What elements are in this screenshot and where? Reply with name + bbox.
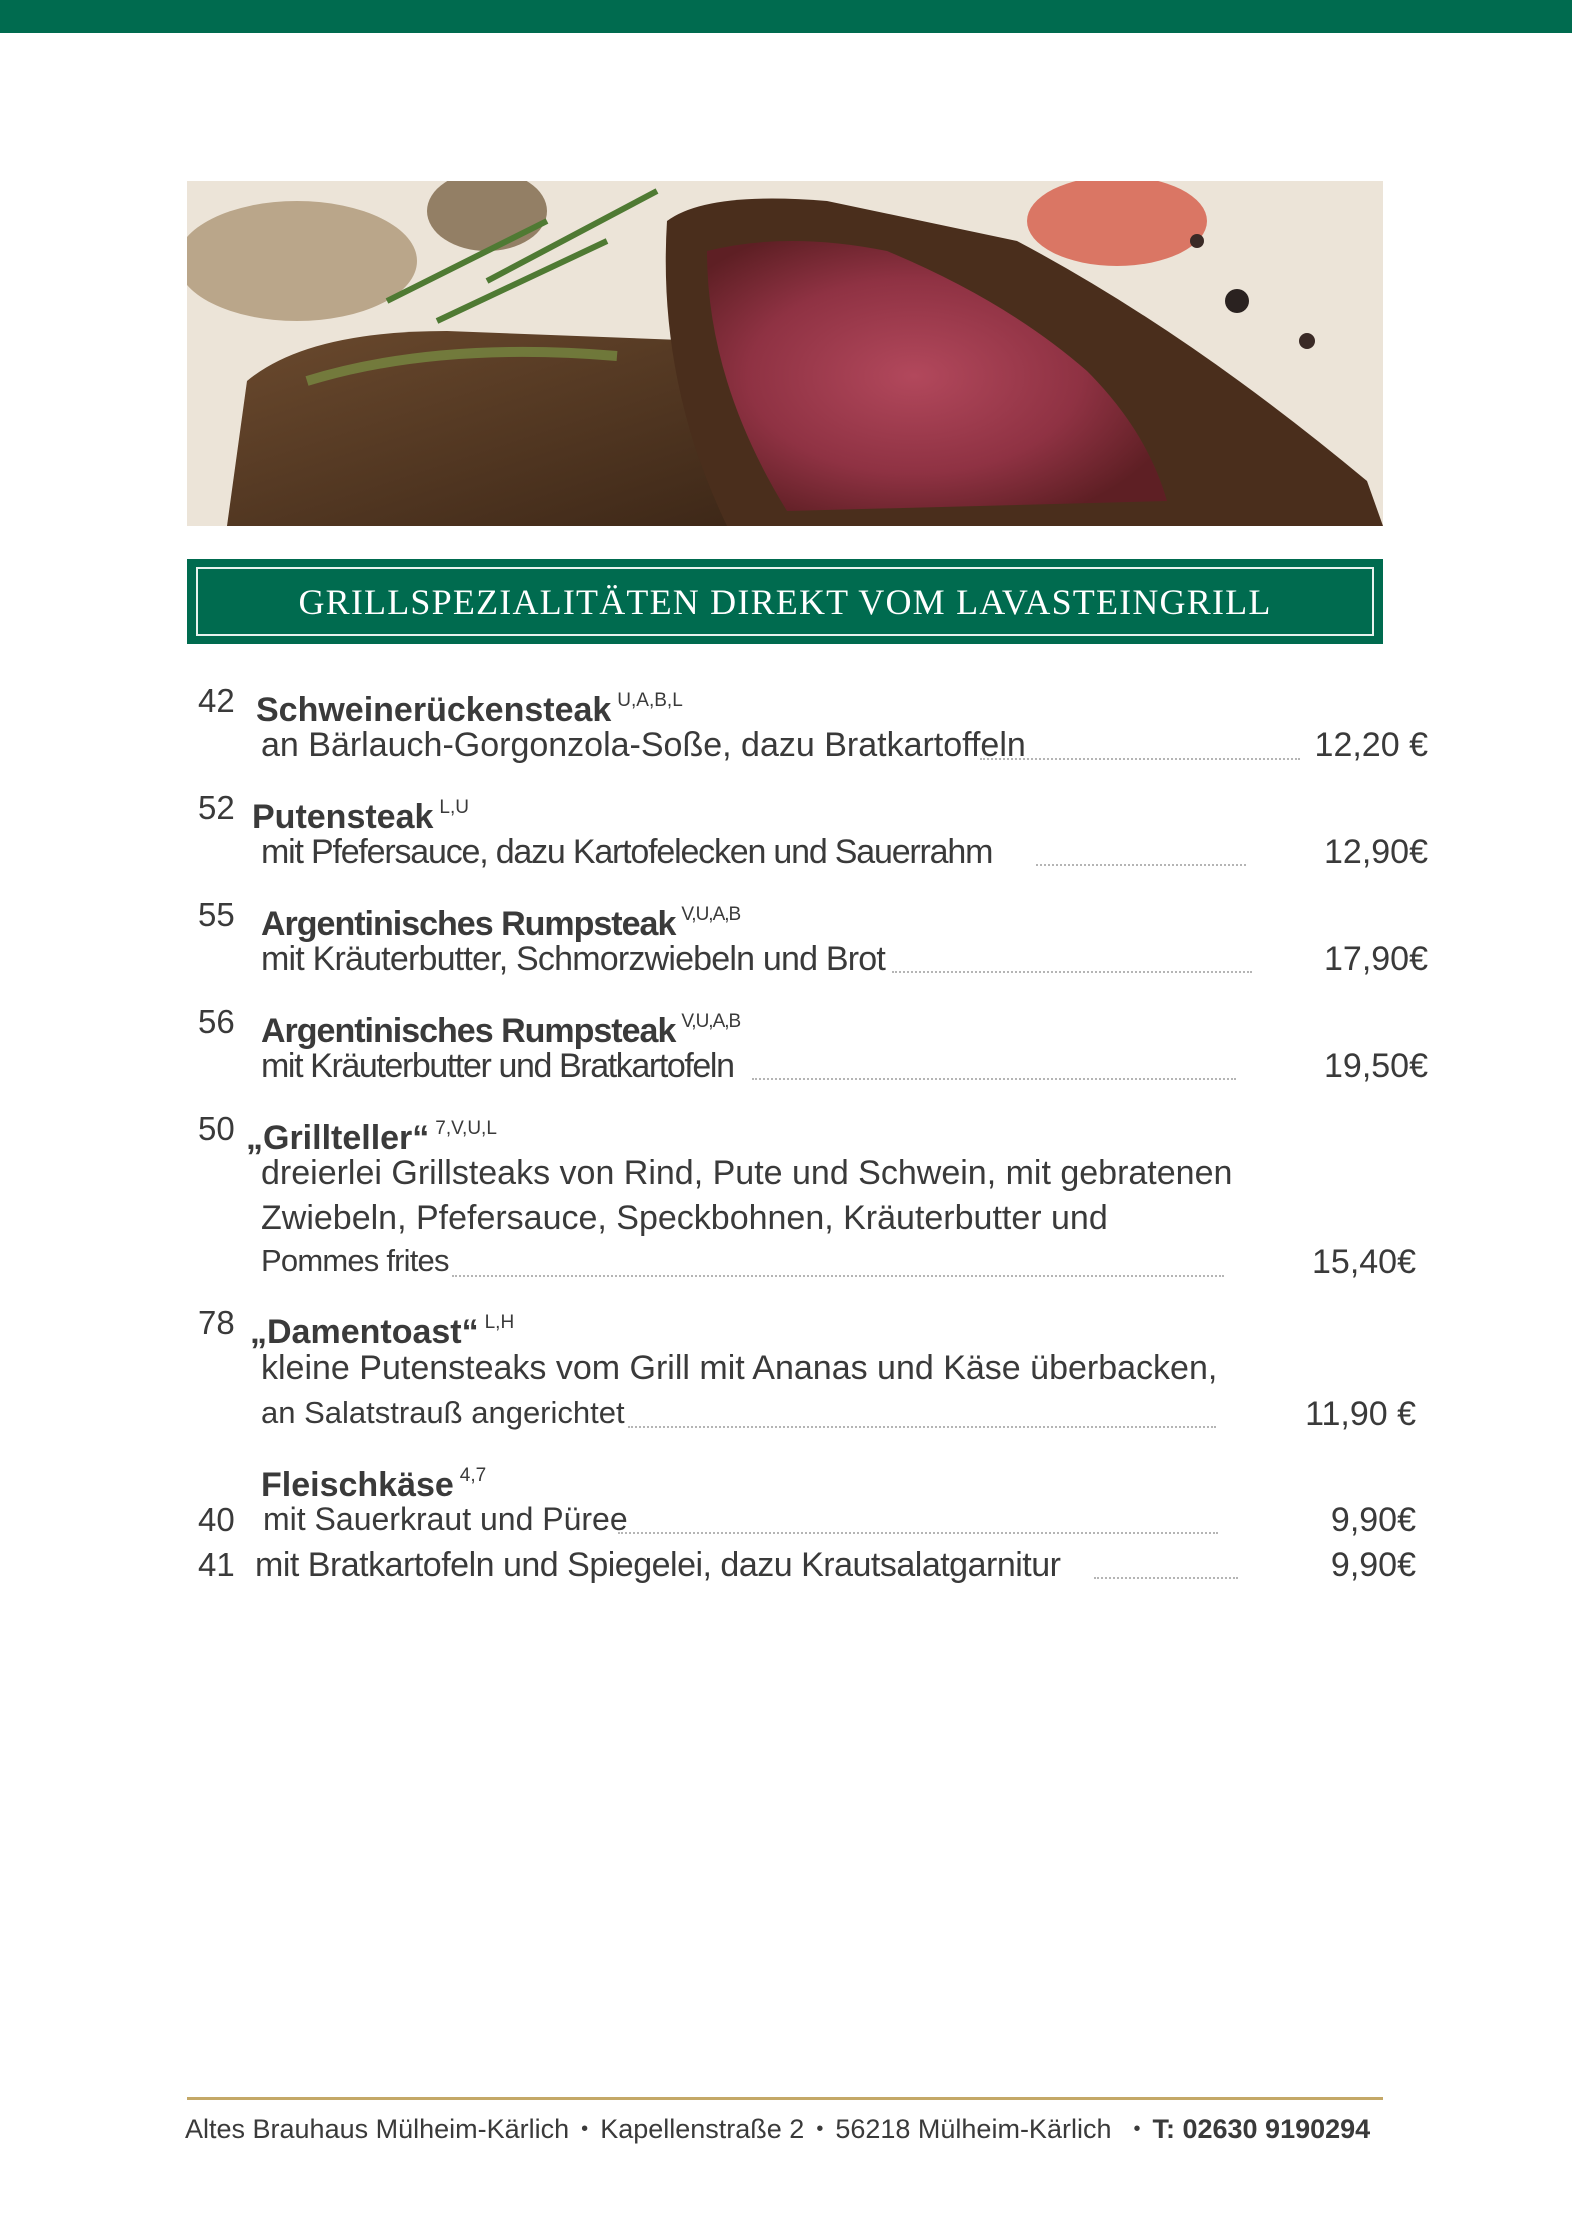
- item-price: 9,90€: [1330, 1546, 1416, 1584]
- item-price: 12,90€: [1324, 833, 1428, 871]
- item-description: Zwiebeln, Pfefersauce, Speckbohnen, Kräuterbutter und: [261, 1199, 1108, 1237]
- item-description: mit Kräuterbutter und Bratkartofeln: [261, 1047, 734, 1085]
- item-number: 41: [198, 1546, 235, 1583]
- city-address: 56218 Mülheim-Kärlich: [835, 2114, 1112, 2144]
- item-name-line: [246, 1109, 497, 1158]
- phone-number: T: 02630 9190294: [1152, 2114, 1371, 2144]
- section-banner-frame: [196, 567, 1374, 636]
- footer-separator: •: [1133, 2118, 1141, 2140]
- item-name: „Damentoast“: [250, 1313, 479, 1351]
- footer-separator: •: [581, 2118, 589, 2140]
- item-name: Argentinisches Rumpsteak: [261, 1012, 676, 1050]
- allergen-codes: 7,V,U,L: [435, 1118, 497, 1139]
- item-name-line: [261, 895, 740, 944]
- dot-leader: [892, 971, 1252, 973]
- item-price: 11,90 €: [1305, 1395, 1416, 1433]
- item-number: 78: [198, 1304, 235, 1341]
- item-price: 9,90€: [1330, 1501, 1416, 1539]
- dot-leader: [752, 1078, 1236, 1080]
- section-title: GRILLSPEZIALITÄTEN DIREKT VOM LAVASTEINGRILL: [298, 581, 1272, 622]
- item-price: 17,90€: [1324, 940, 1428, 978]
- item-number: 55: [198, 896, 235, 933]
- allergen-codes: L,H: [484, 1312, 515, 1333]
- section-banner: [187, 559, 1383, 644]
- item-description: an Salatstrauß angerichtet: [261, 1395, 625, 1430]
- item-name: „Grillteller“: [246, 1119, 430, 1157]
- item-description: mit Pfefersauce, dazu Kartofelecken und Sauerrahm: [261, 833, 993, 871]
- item-name-line: [256, 681, 683, 730]
- item-number: 40: [198, 1501, 235, 1538]
- item-name-line: [261, 1002, 740, 1051]
- dot-leader: [980, 758, 1300, 760]
- item-description: kleine Putensteaks vom Grill mit Ananas und Käse überbacken,: [261, 1349, 1218, 1387]
- item-name: Argentinisches Rumpsteak: [261, 905, 676, 943]
- item-price: 15,40€: [1312, 1243, 1416, 1281]
- allergen-codes: 4,7: [459, 1465, 487, 1486]
- item-name: Putensteak: [252, 798, 434, 836]
- dot-leader: [628, 1426, 1216, 1428]
- item-description: an Bärlauch-Gorgonzola-Soße, dazu Bratkartoffeln: [261, 726, 1026, 764]
- restaurant-name: Altes Brauhaus Mülheim-Kärlich: [185, 2114, 570, 2144]
- top-color-bar: [0, 0, 1572, 33]
- footer-divider: [187, 2097, 1383, 2100]
- item-description: mit Bratkartofeln und Spiegelei, dazu Krautsalatgarnitur: [255, 1546, 1061, 1584]
- item-number: 50: [198, 1110, 235, 1147]
- street-address: Kapellenstraße 2: [600, 2114, 805, 2144]
- allergen-codes: L,U: [439, 797, 469, 818]
- item-number: 52: [198, 789, 235, 826]
- item-description: dreierlei Grillsteaks von Rind, Pute und Schwein, mit gebratenen: [261, 1154, 1233, 1192]
- allergen-codes: V,U,A,B: [681, 904, 741, 925]
- item-price: 12,20 €: [1314, 726, 1428, 764]
- footer-address: [185, 2114, 1370, 2145]
- item-number: 56: [198, 1003, 235, 1040]
- item-description: Pommes frites: [261, 1243, 449, 1278]
- footer-separator: •: [816, 2118, 824, 2140]
- dot-leader: [618, 1532, 1218, 1534]
- dot-leader: [1094, 1577, 1238, 1579]
- item-number: 42: [198, 682, 235, 719]
- item-name: Schweinerückensteak: [256, 691, 612, 729]
- allergen-codes: V,U,A,B: [681, 1011, 741, 1032]
- item-name-line: [252, 788, 469, 837]
- item-name-line: [250, 1303, 514, 1352]
- item-price: 19,50€: [1324, 1047, 1428, 1085]
- item-name: Fleischkäse: [261, 1466, 454, 1504]
- dot-leader: [452, 1275, 1224, 1277]
- item-description: mit Sauerkraut und Püree: [263, 1501, 628, 1537]
- dot-leader: [1036, 864, 1246, 866]
- item-description: mit Kräuterbutter, Schmorzwiebeln und Brot: [261, 940, 886, 978]
- steak-photo: [187, 181, 1383, 526]
- allergen-codes: U,A,B,L: [617, 690, 683, 711]
- item-name-line: [261, 1456, 486, 1505]
